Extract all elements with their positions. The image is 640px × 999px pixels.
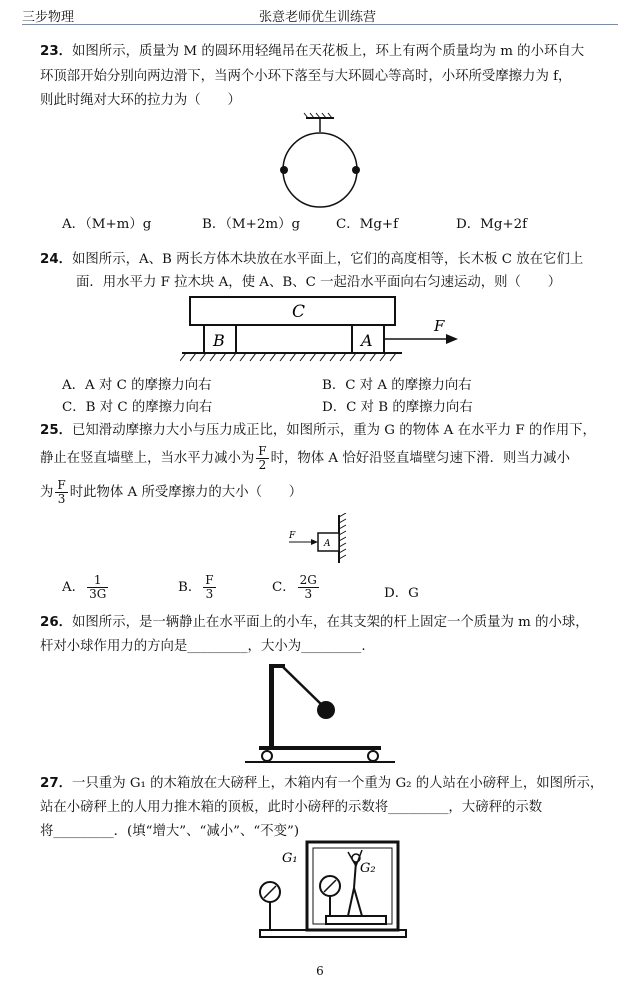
q25-option-b: B． $\frac{F}{3}$ [178,573,214,601]
q24-label-b: B [213,331,225,350]
q23-text1: 如图所示，质量为 M 的圆环用轻绳吊在天花板上，环上有两个质量均为 m 的小环自大 [72,44,585,59]
q25-line2 [40,444,570,474]
q24-line1 [40,249,583,271]
q24-number: 24． [40,252,73,267]
q24-label-c: C [292,302,306,322]
q23-line2: 环顶部开始分别向两边滑下，当两个小环下落至与大环圆心等高时，小环所受摩擦力为 f， [40,69,572,84]
q24-label-f: F [434,317,445,335]
q27-label-g2: G₂ [360,861,376,876]
q24-option-c: C．B 对 C 的摩擦力向右 [62,400,213,415]
q23-line3: 则此时绳对大环的拉力为（ ） [40,93,241,108]
q24-blocks-figure [180,291,470,371]
q24-label-a: A [361,331,373,350]
q23-number: 23． [40,44,73,59]
q25-text1: 已知滑动摩擦力大小与压力成正比，如图所示，重为 G 的物体 A 在水平力 F 的作用下， [72,423,596,438]
q25-wall-figure [285,513,355,565]
q26-text1: 如图所示，是一辆静止在水平面上的小车，在其支架的杆上固定一个质量为 m 的小球， [72,615,589,630]
q25-text2b: 时，物体 A 恰好沿竖直墙壁匀速下滑．则当力减小 [270,451,570,466]
q25-text2a: 静止在竖直墙壁上，当水平力减小为 [40,451,255,466]
q27-number: 27． [40,776,73,791]
q24-option-b: B．C 对 A 的摩擦力向右 [322,378,472,393]
q27-scales-figure [250,836,410,946]
q27-line3: 将_________．(填“增大”、“减小”、“不变”) [40,824,300,839]
q23-line1 [40,41,584,63]
q25-line3 [40,478,302,508]
q27-label-g1: G₁ [282,851,298,866]
q25-fraction-f-over-2: $\frac{F}{2}$ [258,444,267,472]
q26-number: 26． [40,615,73,630]
q25-text3b: 时此物体 A 所受摩擦力的大小（ ） [69,485,303,500]
q27-line1 [40,773,603,795]
q27-line2: 站在小磅秤上的人用力推木箱的顶板，此时小磅秤的示数将_________，大磅秤的示数 [40,800,543,815]
q23-option-c: C．Mg+f [336,217,399,232]
q24-option-a: A．A 对 C 的摩擦力向右 [62,378,212,393]
q23-option-b: B．（M+2m）g [202,217,301,232]
q24-option-d: D．C 对 B 的摩擦力向右 [322,400,473,415]
q23-option-a: A．（M+m）g [62,217,152,232]
q24-line2: 面．用水平力 F 拉木块 A，使 A、B、C 一起沿水平面向右匀速运动，则（ ） [76,275,562,290]
q26-cart-figure [245,660,395,766]
q25-option-a: A． $\frac{1}{3G}$ [62,573,107,601]
q24-text1: 如图所示，A、B 两长方体木块放在水平面上，它们的高度相等，长木板 C 放在它们上 [72,252,584,267]
q25-text3a: 为 [40,485,54,500]
page-header [22,6,618,25]
q25-line1 [40,420,596,442]
q25-label-a: A [324,539,331,549]
header-center: 张意老师优生训练营 [259,10,377,25]
q25-label-f: F [289,531,296,541]
q25-number: 25． [40,423,73,438]
q23-ring-figure [270,112,370,212]
q25-option-c: C． $\frac{2G}{3}$ [272,573,317,601]
header-left: 三步物理 [22,10,75,25]
q26-line1 [40,612,589,634]
q23-option-d: D．Mg+2f [456,217,528,232]
q25-option-d: D．G [384,586,419,601]
q26-line2: 杆对小球作用力的方向是_________，大小为_________. [40,639,366,654]
page-number: 6 [316,964,324,978]
q27-text1: 一只重为 G₁ 的木箱放在大磅秤上，木箱内有一个重为 G₂ 的人站在小磅秤上，如图所示， [72,776,604,791]
q25-fraction-f-over-3: $\frac{F}{3}$ [57,478,66,506]
